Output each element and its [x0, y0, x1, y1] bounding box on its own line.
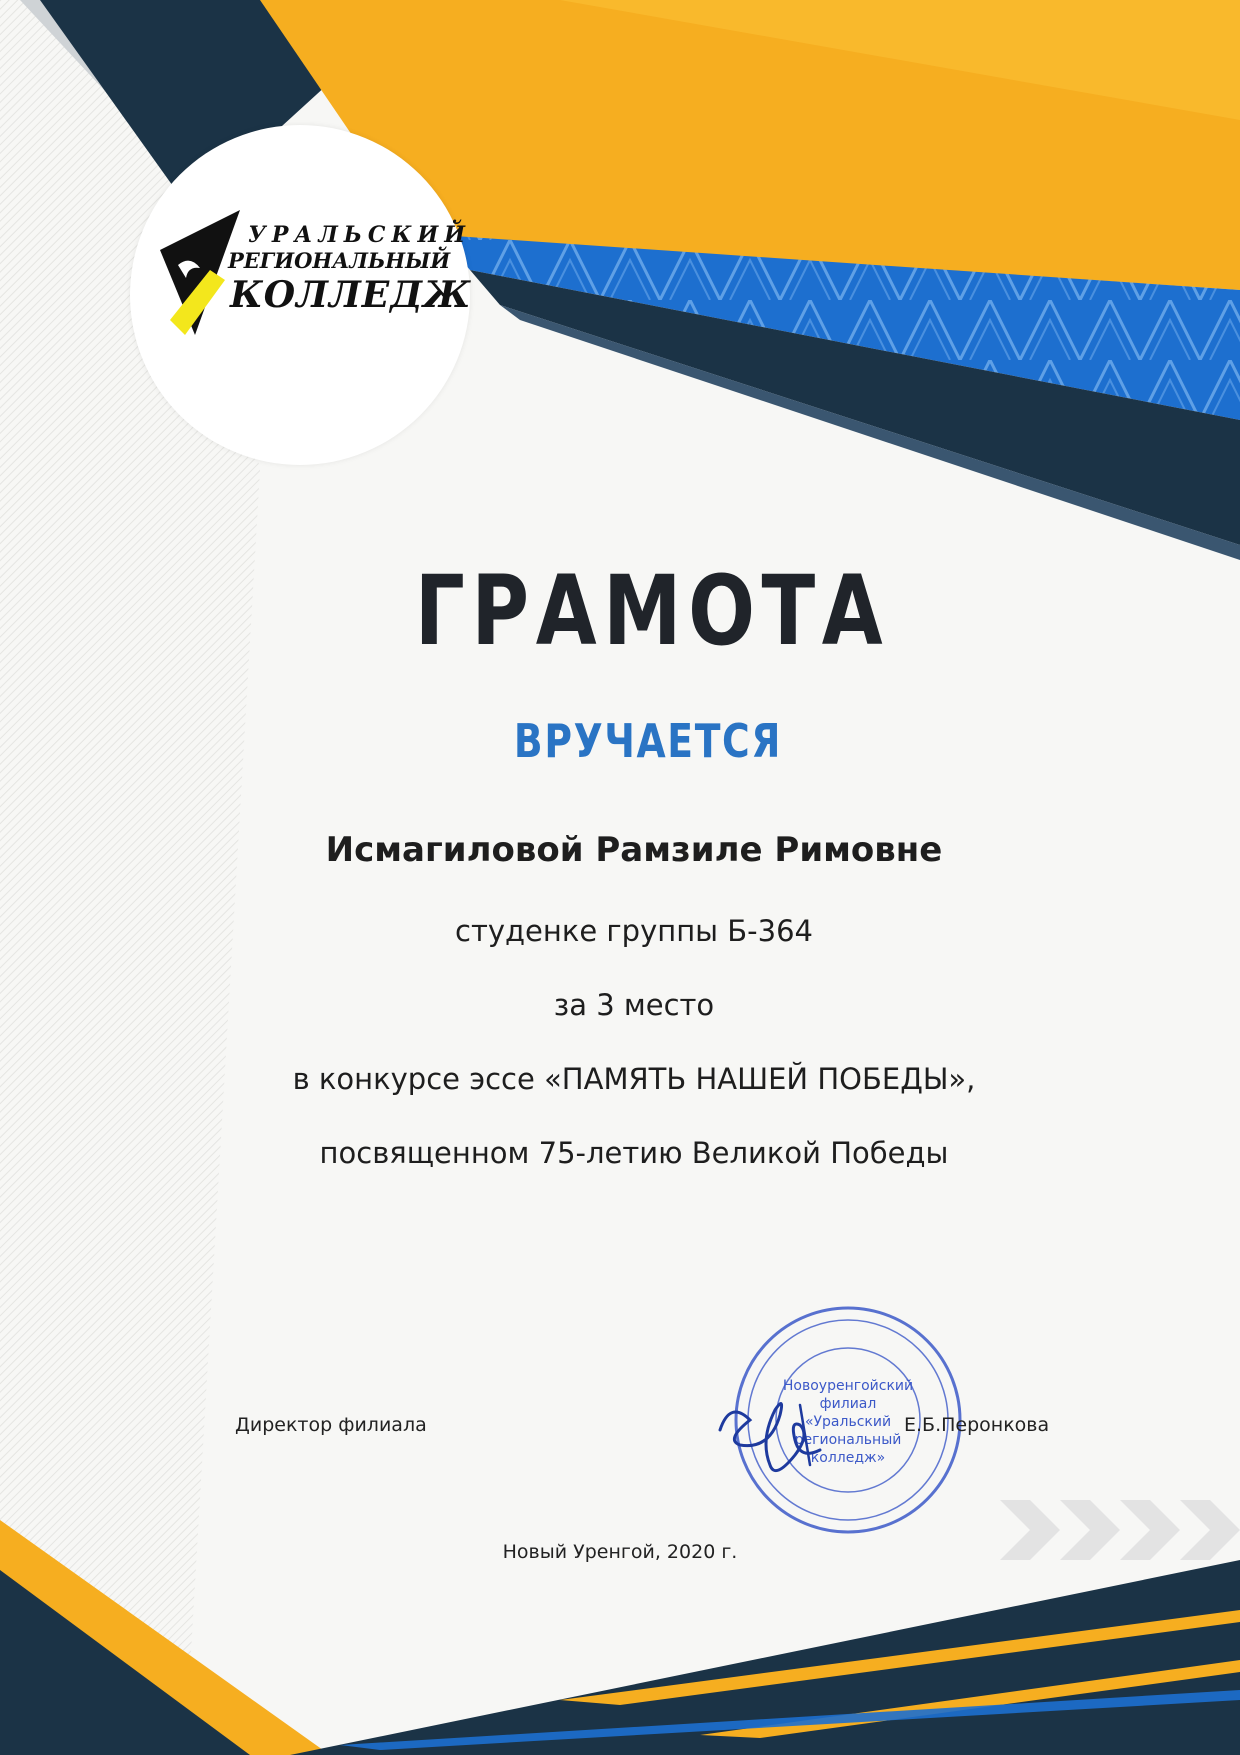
stamp-line1: Новоуренгойский [782, 1378, 914, 1394]
contest-name: в конкурсе эссе «ПАМЯТЬ НАШЕЙ ПОБЕДЫ», [292, 1062, 976, 1096]
certificate-title: ГРАМОТА [414, 555, 890, 667]
award-place: за 3 место [553, 988, 715, 1022]
signatory-name: Е.Б.Перонкова [904, 1414, 1050, 1436]
logo-text-line1: УРАЛЬСКИЙ [248, 222, 472, 248]
stamp-line2: филиал [819, 1396, 877, 1412]
logo-text-line3: КОЛЛЕДЖ [230, 274, 472, 316]
recipient-group: студенке группы Б-364 [455, 914, 813, 948]
stamp-line4: региональный [794, 1432, 902, 1448]
certificate-subtitle: ВРУЧАЕТСЯ [513, 714, 783, 768]
handwritten-signature [700, 1360, 900, 1500]
recipient-name: Исмагиловой Рамзиле Римовне [325, 830, 943, 870]
logo-text-line2: РЕГИОНАЛЬНЫЙ [228, 248, 451, 273]
place-date: Новый Уренгой, 2020 г. [502, 1541, 738, 1563]
signatory-role: Директор филиала [235, 1414, 427, 1436]
contest-dedication: посвященном 75-летию Великой Победы [319, 1136, 949, 1170]
stamp-line5: колледж» [810, 1450, 886, 1466]
stamp-line3: «Уральский [804, 1414, 892, 1430]
college-logo-icon [150, 210, 240, 340]
